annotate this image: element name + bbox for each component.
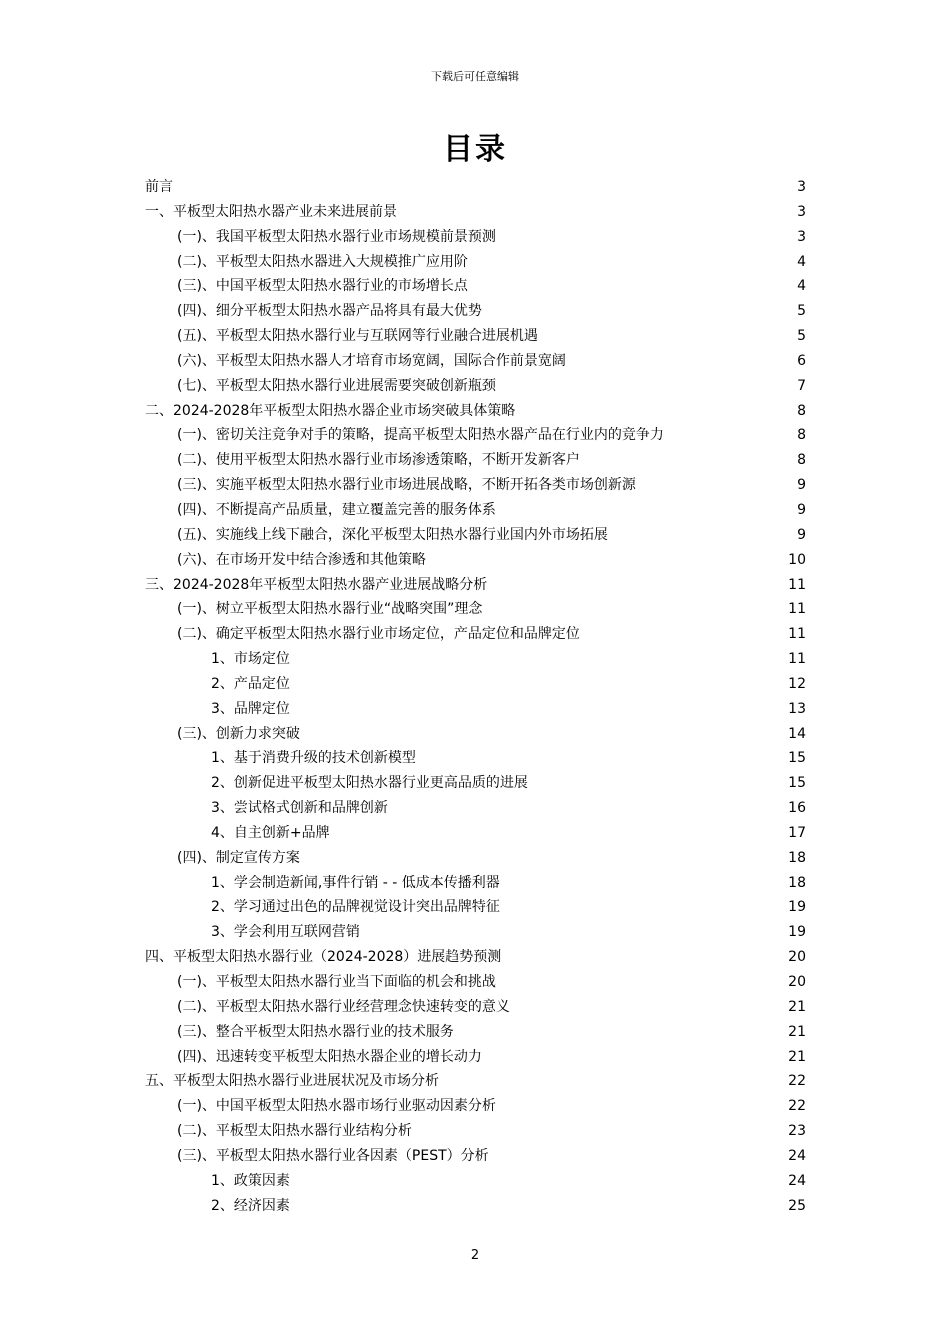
- toc-entry-text: (二)、平板型太阳热水器进入大规模推广应用阶: [177, 253, 468, 270]
- toc-entry-text: (二)、平板型太阳热水器行业结构分析: [177, 1123, 412, 1140]
- toc-entry[interactable]: [145, 895, 806, 920]
- toc-entry-text: (五)、平板型太阳热水器行业与互联网等行业融合进展机遇: [177, 328, 538, 345]
- toc-entry-page: 18: [788, 849, 806, 866]
- toc-entry-text: 1、市场定位: [211, 651, 290, 668]
- toc-entry[interactable]: [145, 1094, 806, 1119]
- toc-entry[interactable]: [145, 597, 806, 622]
- toc-entry-text: 2、经济因素: [211, 1197, 290, 1214]
- toc-entry-page: 11: [788, 651, 806, 668]
- toc-entry[interactable]: [145, 349, 806, 374]
- toc-entry-text: 1、基于消费升级的技术创新模型: [211, 750, 416, 767]
- toc-entry[interactable]: [145, 1045, 806, 1070]
- toc-entry-text: (二)、使用平板型太阳热水器行业市场渗透策略，不断开发新客户: [177, 452, 580, 469]
- toc-entry-text: (一)、树立平板型太阳热水器行业“战略突围”理念: [177, 601, 483, 618]
- toc-entry-page: 11: [788, 601, 806, 618]
- toc-entry-text: 4、自主创新+品牌: [211, 824, 330, 841]
- toc-entry-text: 二、2024-2028年平板型太阳热水器企业市场突破具体策略: [145, 402, 516, 419]
- toc-entry-text: 1、政策因素: [211, 1172, 290, 1189]
- toc-entry-page: 11: [788, 576, 806, 593]
- toc-entry-page: 17: [788, 824, 806, 841]
- toc-entry-page: 21: [788, 1048, 806, 1065]
- toc-entry-text: 一、平板型太阳热水器产业未来进展前景: [145, 203, 397, 220]
- toc-entry[interactable]: [145, 920, 806, 945]
- toc-entry[interactable]: [145, 647, 806, 672]
- toc-entry-page: 9: [797, 526, 806, 543]
- toc-entry-text: (三)、创新力求突破: [177, 725, 300, 742]
- toc-entry-page: 22: [788, 1073, 806, 1090]
- toc-entry[interactable]: [145, 324, 806, 349]
- toc-entry-page: 3: [797, 179, 806, 195]
- toc-entry[interactable]: [145, 175, 806, 200]
- toc-entry[interactable]: [145, 1069, 806, 1094]
- toc-entry[interactable]: [145, 1119, 806, 1144]
- toc-entry[interactable]: [145, 1194, 806, 1219]
- toc-entry-text: 三、2024-2028年平板型太阳热水器产业进展战略分析: [145, 576, 488, 593]
- toc-entry-page: 8: [797, 452, 806, 469]
- toc-entry-text: (一)、密切关注竞争对手的策略，提高平板型太阳热水器产品在行业内的竞争力: [177, 427, 664, 444]
- toc-entry-text: 1、学会制造新闻,事件行销 - - 低成本传播利器: [211, 874, 500, 891]
- page-title: 目录: [443, 132, 507, 167]
- page-number: 2: [470, 1248, 480, 1263]
- toc-entry-page: 23: [788, 1123, 806, 1140]
- toc-entry[interactable]: [145, 821, 806, 846]
- toc-entry-page: 3: [797, 228, 806, 245]
- toc-entry[interactable]: [145, 1169, 806, 1194]
- toc-entry-page: 5: [797, 303, 806, 320]
- toc-entry-text: (六)、在市场开发中结合渗透和其他策略: [177, 551, 426, 568]
- toc-entry[interactable]: [145, 250, 806, 275]
- toc-entry-text: (三)、实施平板型太阳热水器行业市场进展战略，不断开拓各类市场创新源: [177, 477, 636, 494]
- toc-entry-page: 25: [788, 1197, 806, 1214]
- toc-entry[interactable]: [145, 697, 806, 722]
- toc-entry-page: 22: [788, 1098, 806, 1115]
- toc-entry-text: (三)、整合平板型太阳热水器行业的技术服务: [177, 1023, 454, 1040]
- toc-entry-page: 14: [788, 725, 806, 742]
- toc-entry-text: 四、平板型太阳热水器行业（2024-2028）进展趋势预测: [145, 949, 502, 966]
- toc-entry-text: (四)、迅速转变平板型太阳热水器企业的增长动力: [177, 1048, 482, 1065]
- toc-entry-page: 11: [788, 626, 806, 643]
- toc-entry[interactable]: [145, 548, 806, 573]
- toc-entry-text: (一)、中国平板型太阳热水器市场行业驱动因素分析: [177, 1098, 496, 1115]
- toc-entry[interactable]: [145, 622, 806, 647]
- toc-entry-text: (七)、平板型太阳热水器行业进展需要突破创新瓶颈: [177, 377, 496, 394]
- toc-entry-page: 13: [788, 700, 806, 717]
- toc-entry-page: 20: [788, 949, 806, 966]
- toc-entry[interactable]: [145, 995, 806, 1020]
- toc-entry-page: 3: [797, 203, 806, 220]
- toc-entry-text: (一)、平板型太阳热水器行业当下面临的机会和挑战: [177, 974, 496, 990]
- toc-entry[interactable]: [145, 1020, 806, 1045]
- toc-entry-page: 4: [797, 278, 806, 295]
- toc-entry[interactable]: [145, 672, 806, 697]
- toc-entry[interactable]: [145, 299, 806, 324]
- toc-entry-text: 3、品牌定位: [211, 700, 290, 717]
- toc-entry-page: 15: [788, 750, 806, 767]
- toc-entry-text: 2、创新促进平板型太阳热水器行业更高品质的进展: [211, 775, 528, 792]
- toc-entry-text: (四)、制定宣传方案: [177, 849, 300, 866]
- toc-entry[interactable]: [145, 200, 806, 225]
- toc-entry-text: 2、产品定位: [211, 675, 290, 692]
- header-note: 下载后可任意编辑: [431, 70, 519, 83]
- toc-entry-text: 3、尝试格式创新和品牌创新: [211, 800, 388, 817]
- toc-entry-page: 24: [788, 1172, 806, 1189]
- toc-entry-page: 19: [788, 899, 806, 916]
- toc-entry-page: 9: [797, 477, 806, 494]
- toc-entry-page: 16: [788, 800, 806, 817]
- toc-entry-page: 10: [788, 551, 806, 568]
- toc-entry-page: 5: [797, 328, 806, 345]
- toc-entry[interactable]: [145, 523, 806, 548]
- toc-entry-page: 21: [788, 1023, 806, 1040]
- toc-entry[interactable]: [145, 746, 806, 771]
- toc-entry[interactable]: [145, 970, 806, 995]
- toc-entry[interactable]: [145, 1144, 806, 1169]
- toc-entry-text: (二)、平板型太阳热水器行业经营理念快速转变的意义: [177, 998, 510, 1015]
- toc-entry-page: 4: [797, 253, 806, 270]
- toc-entry-text: 2、学习通过出色的品牌视觉设计突出品牌特征: [211, 899, 500, 916]
- table-of-contents: [145, 175, 806, 1218]
- toc-entry[interactable]: [145, 945, 806, 970]
- toc-entry[interactable]: [145, 225, 806, 250]
- toc-entry[interactable]: [145, 796, 806, 821]
- toc-entry[interactable]: [145, 423, 806, 448]
- toc-entry-page: 8: [797, 427, 806, 444]
- toc-entry[interactable]: [145, 771, 806, 796]
- toc-entry-page: 12: [788, 675, 806, 692]
- toc-entry[interactable]: [145, 573, 806, 598]
- toc-entry-text: 3、学会利用互联网营销: [211, 924, 360, 941]
- toc-entry-page: 6: [797, 352, 806, 369]
- toc-entry[interactable]: [145, 374, 806, 399]
- toc-entry-page: 20: [788, 974, 806, 990]
- toc-entry-text: (三)、中国平板型太阳热水器行业的市场增长点: [177, 278, 468, 295]
- toc-entry-text: (六)、平板型太阳热水器人才培育市场宽阔，国际合作前景宽阔: [177, 352, 566, 369]
- toc-entry-text: (四)、细分平板型太阳热水器产品将具有最大优势: [177, 303, 482, 320]
- toc-entry-page: 24: [788, 1147, 806, 1164]
- toc-entry-text: (三)、平板型太阳热水器行业各因素（PEST）分析: [177, 1147, 489, 1164]
- toc-entry[interactable]: [145, 473, 806, 498]
- toc-entry-page: 18: [788, 874, 806, 891]
- toc-entry[interactable]: [145, 871, 806, 896]
- toc-entry-page: 19: [788, 924, 806, 941]
- toc-entry-text: 五、平板型太阳热水器行业进展状况及市场分析: [145, 1073, 439, 1090]
- toc-entry-page: 9: [797, 501, 806, 518]
- toc-entry-text: (二)、确定平板型太阳热水器行业市场定位，产品定位和品牌定位: [177, 626, 580, 643]
- toc-entry-page: 21: [788, 998, 806, 1015]
- toc-entry-text: (一)、我国平板型太阳热水器行业市场规模前景预测: [177, 228, 496, 245]
- toc-entry[interactable]: [145, 274, 806, 299]
- toc-entry-page: 7: [797, 377, 806, 394]
- toc-entry[interactable]: [145, 722, 806, 747]
- toc-entry[interactable]: [145, 399, 806, 424]
- toc-entry-page: 15: [788, 775, 806, 792]
- toc-entry-text: (四)、不断提高产品质量，建立覆盖完善的服务体系: [177, 501, 496, 518]
- toc-entry-text: 前言: [145, 179, 173, 195]
- toc-entry[interactable]: [145, 498, 806, 523]
- toc-entry-page: 8: [797, 402, 806, 419]
- toc-entry[interactable]: [145, 448, 806, 473]
- toc-entry[interactable]: [145, 846, 806, 871]
- toc-entry-text: (五)、实施线上线下融合，深化平板型太阳热水器行业国内外市场拓展: [177, 526, 608, 543]
